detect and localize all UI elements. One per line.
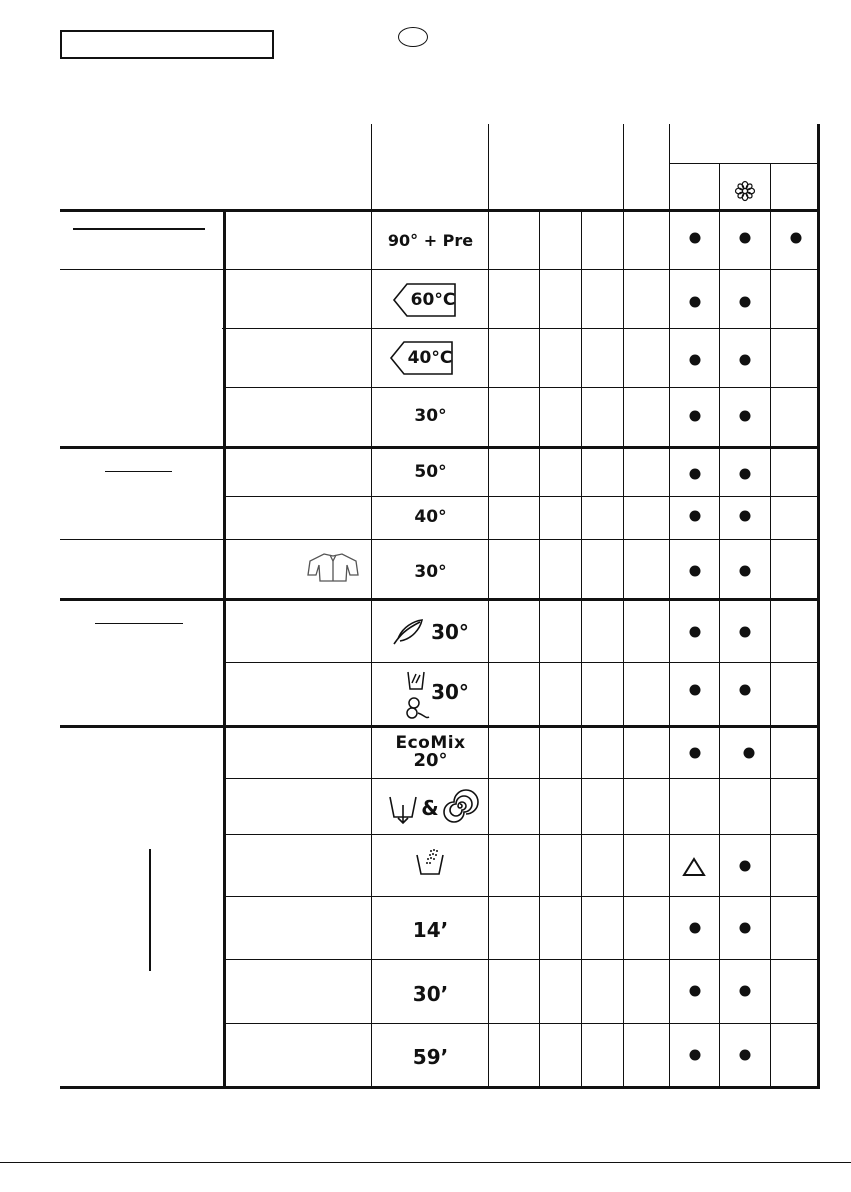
eco-line-1: EcoMix (395, 733, 466, 753)
program-dot (740, 566, 751, 577)
grid-line (225, 959, 819, 960)
program-dot (690, 511, 701, 522)
grid-line (669, 163, 819, 164)
program-dot (690, 233, 701, 244)
program-dot (740, 233, 751, 244)
grid-line (225, 1023, 819, 1024)
program-dot (690, 748, 701, 759)
grid-line (60, 269, 819, 270)
triangle-icon (682, 857, 706, 877)
grid-line (225, 496, 819, 497)
program-temp: 60°C (410, 290, 456, 310)
grid-line (225, 387, 819, 388)
grid-line (539, 211, 540, 1087)
eco-line-2: 20° (413, 750, 448, 771)
program-dot (740, 297, 751, 308)
grid-line (223, 211, 226, 1088)
program-temp: & (421, 796, 439, 820)
grid-line (225, 778, 819, 779)
category-underline (105, 471, 172, 472)
shirt-icon (306, 551, 360, 583)
program-dot (740, 861, 751, 872)
rinse-shower-icon (415, 847, 445, 877)
category-underline (73, 228, 205, 230)
page-bottom-line (0, 1162, 851, 1163)
program-dot (740, 685, 751, 696)
program-dot (740, 355, 751, 366)
program-dot (740, 469, 751, 480)
program-dot (690, 411, 701, 422)
grid-line (60, 598, 819, 601)
country-oval-badge (398, 27, 428, 47)
grid-line (581, 211, 582, 1087)
program-dot (690, 1050, 701, 1061)
grid-line (719, 163, 720, 1087)
program-temp: 30° (414, 406, 447, 426)
program-temp: 14’ (412, 918, 449, 942)
spin-spiral-icon (444, 790, 476, 822)
grid-line (225, 896, 819, 897)
program-dot (690, 923, 701, 934)
program-dot (740, 923, 751, 934)
grid-line (60, 1086, 819, 1089)
drain-icon (388, 793, 418, 825)
program-temp: 50° (414, 462, 447, 482)
program-dot (690, 297, 701, 308)
category-underline (95, 623, 183, 624)
grid-line (225, 662, 819, 663)
flower-icon (734, 180, 756, 202)
program-dot (690, 627, 701, 638)
program-temp: 30° (414, 562, 447, 582)
program-temp-eco (372, 734, 489, 770)
program-temp: 40°C (407, 348, 453, 368)
program-dot (740, 627, 751, 638)
program-temp: 59’ (412, 1045, 449, 1069)
program-dot (690, 566, 701, 577)
grid-line (60, 725, 819, 728)
program-dot (690, 986, 701, 997)
grid-line (60, 446, 819, 449)
category-side-line (149, 849, 151, 971)
grid-line (770, 163, 771, 1087)
header-label-box (60, 30, 274, 59)
program-temp: 30’ (412, 982, 449, 1006)
program-temp: 90° + Pre (387, 231, 474, 250)
program-temp: 40° (414, 507, 447, 527)
program-temp: 30° (431, 680, 469, 704)
grid-line (225, 834, 819, 835)
program-dot (740, 511, 751, 522)
grid-line (60, 209, 819, 212)
program-dot (690, 685, 701, 696)
program-dot (740, 411, 751, 422)
program-dot (690, 355, 701, 366)
program-dot (791, 233, 802, 244)
program-dot (744, 748, 755, 759)
program-temp: 30° (431, 620, 469, 644)
program-dot (690, 469, 701, 480)
grid-line (60, 539, 819, 540)
program-dot (740, 986, 751, 997)
grid-line (222, 328, 819, 329)
program-dot (740, 1050, 751, 1061)
